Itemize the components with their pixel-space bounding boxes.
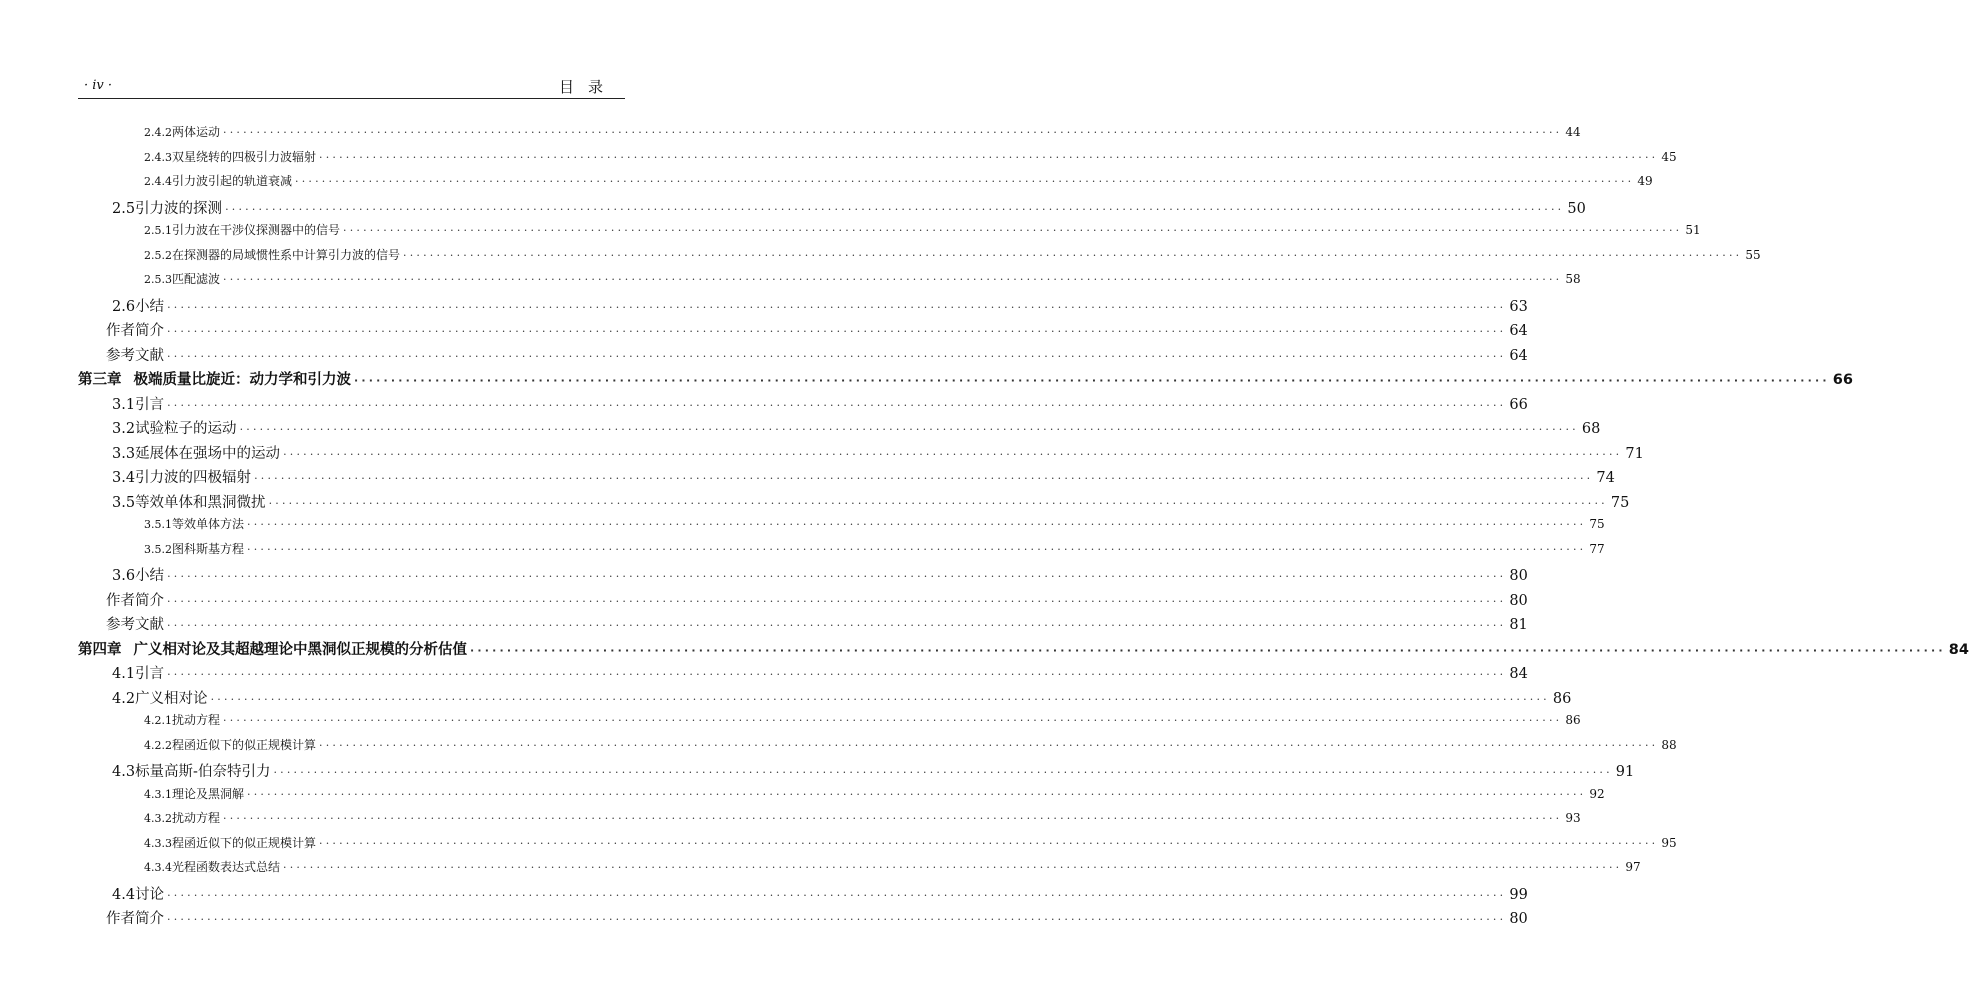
toc-dot-leader: ········································································································································································································ [167,325,1507,338]
toc-section-row [112,417,1601,438]
toc-section-row [112,883,1528,904]
toc-dot-leader: ········································································································································································································ [403,248,1743,262]
toc-entry-title: 小结 [135,568,165,584]
toc-section-row [112,442,1644,463]
toc-entry-page: 45 [1661,149,1677,164]
toc-entry-number: 3.5.1 [144,518,172,531]
toc-entry-number: 4.3.2 [144,812,172,825]
toc-dot-leader: ········································································································································································································ [167,619,1507,632]
toc-dot-leader: ········································································································································································································ [167,349,1507,363]
toc-entry-title: 在探测器的局域惯性系中计算引力波的信号 [172,247,401,262]
toc-entry-page: 44 [1565,125,1581,139]
toc-entry-title: 等效单体方法 [172,517,245,531]
toc-dot-leader: ········································································································································································································ [167,913,1507,926]
toc-entry-title: 讨论 [135,886,165,903]
toc-entry-title: 引力波的探测 [135,200,223,217]
toc-entry-title: 图科斯基方程 [172,541,245,556]
toc-entry-page: 58 [1565,272,1581,286]
toc-entry-number: 3.6 [112,568,136,584]
toc-entry-page: 95 [1661,835,1677,850]
toc-dot-leader: ········································································································································································································ [223,126,1563,139]
toc-entry-number: 4.2.1 [144,714,172,727]
toc-entry-number: 2.5.3 [144,273,172,286]
toc-dot-leader: ········································································································································································································ [247,542,1587,556]
toc-dot-leader: ········································································································································································································ [167,300,1507,314]
toc-entry-title: 引力波在干涉仪探测器中的信号 [172,223,341,237]
toc-section-row [112,491,1630,512]
toc-entry-title: 匹配滤波 [172,272,221,286]
toc-entry-title: 作者简介 [106,592,164,609]
toc-entry-number: 2.4.3 [144,150,172,164]
toc-entry-page: 86 [1552,690,1572,707]
toc-entry-number: 2.6 [112,298,136,315]
running-header [78,76,625,99]
toc-entry-number: 4.2 [112,690,136,707]
toc-dot-leader: ········································································································································································································ [167,668,1507,681]
toc-entry-page: 74 [1596,470,1615,486]
toc-entry-row [106,613,1528,634]
toc-entry-number: 4.3 [112,764,136,780]
toc-subsection-row [144,148,1677,165]
toc-dot-leader: ········································································································································································································ [167,570,1507,583]
running-title: 目录 [558,78,617,96]
toc-entry-title: 小结 [135,298,165,315]
toc-entry-page: 63 [1509,298,1528,315]
toc-dot-leader: ········································································································································································································ [167,888,1507,902]
toc-entry-number: 3.3 [112,445,136,462]
toc-section-row [112,466,1615,487]
toc-dot-leader: ········································································································································································································ [223,812,1563,825]
toc-entry-number: 3.5.2 [144,542,172,556]
toc-entry-page: 80 [1509,592,1528,609]
toc-entry-number: 3.1 [112,396,136,413]
toc-dot-leader: ········································································································································································································ [210,692,1550,706]
toc-entry-page: 99 [1509,886,1528,903]
toc-entry-title: 双星绕转的四极引力波辐射 [172,149,317,164]
toc-subsection-row [144,834,1677,851]
toc-entry-number: 4.3.4 [144,861,172,874]
toc-entry-number: 3.4 [112,470,136,486]
toc-entry-title: 扰动方程 [172,713,221,727]
toc-dot-leader: ········································································································································································································ [273,766,1613,779]
toc-entry-number: 4.1 [112,666,136,682]
toc-entry-title: 作者简介 [106,323,164,339]
toc-dot-leader: ········································································································································································································ [343,224,1683,237]
toc-entry-title: 参考文献 [106,617,164,633]
toc-entry-title: 程函近似下的似正规模计算 [172,835,317,850]
toc-dot-leader: ········································································································································································································ [283,861,1623,874]
toc-subsection-row [144,809,1581,826]
toc-entry-page: 92 [1589,786,1605,801]
toc-entry-page: 84 [1509,666,1528,682]
toc-entry-title: 延展体在强场中的运动 [135,445,281,462]
toc-subsection-row [144,785,1605,802]
toc-entry-row [106,907,1528,928]
toc-entry-number: 2.5.2 [144,248,172,262]
toc-entry-number: 4.2.2 [144,738,172,752]
toc-entry-title: 广义相对论及其超越理论中黑洞似正规模的分析估值 [133,641,467,658]
toc-entry-number: 4.3.3 [144,836,172,850]
toc-subsection-row [144,858,1641,875]
toc-entry-number: 第三章 [78,372,122,388]
toc-subsection-row [144,515,1605,532]
toc-entry-title: 引力波的四极辐射 [135,470,252,486]
toc-dot-leader: ········································································································································································································ [247,787,1587,801]
toc-dot-leader: ········································································································································································································ [254,472,1594,485]
toc-entry-title: 程函近似下的似正规模计算 [172,737,317,752]
toc-subsection-row [144,711,1581,728]
toc-entry-title: 引言 [135,396,165,413]
toc-dot-leader: ········································································································································································································ [470,643,1946,657]
toc-dot-leader: ········································································································································································································ [268,496,1608,510]
toc-entry-page: 81 [1509,617,1528,633]
toc-entry-page: 66 [1509,396,1528,413]
toc-dot-leader: ········································································································································································································ [239,423,1579,436]
toc-entry-row [106,344,1528,365]
toc-entry-title: 扰动方程 [172,811,221,825]
toc-section-row [112,687,1572,708]
toc-section-row [112,564,1528,585]
toc-entry-number: 4.4 [112,886,136,903]
toc-entry-number: 3.2 [112,421,136,437]
toc-dot-leader: ········································································································································································································ [247,518,1587,531]
toc-dot-leader: ········································································································································································································ [319,150,1659,164]
toc-entry-title: 极端质量比旋近：动力学和引力波 [133,372,351,388]
toc-dot-leader: ········································································································································································································ [319,836,1659,850]
toc-subsection-row [144,540,1605,557]
toc-entry-page: 93 [1565,811,1581,825]
toc-entry-page: 50 [1567,200,1586,217]
toc-entry-page: 71 [1625,445,1644,462]
toc-entry-page: 88 [1661,737,1677,752]
toc-dot-leader: ········································································································································································································ [354,374,1830,387]
toc-entry-page: 64 [1509,323,1528,339]
toc-dot-leader: ········································································································································································································ [223,714,1563,727]
toc-entry-number: 3.5 [112,494,136,511]
toc-entry-number: 2.4.2 [144,126,172,139]
toc-entry-title: 广义相对论 [135,690,208,707]
toc-entry-number: 第四章 [78,641,122,658]
toc-dot-leader: ········································································································································································································ [319,738,1659,752]
toc-entry-title: 试验粒子的运动 [135,421,237,437]
toc-entry-page: 75 [1589,517,1605,531]
toc-subsection-row [144,172,1653,189]
toc-entry-title: 引言 [135,666,165,682]
toc-section-row [112,197,1586,218]
toc-chapter-row [78,368,1853,389]
toc-dot-leader: ········································································································································································································ [167,594,1507,608]
toc-subsection-row [144,270,1581,287]
toc-entry-title: 等效单体和黑洞微扰 [135,494,266,511]
toc-entry-page: 77 [1589,541,1605,556]
toc-entry-number: 2.5 [112,200,136,217]
toc-entry-page: 55 [1745,247,1761,262]
toc-dot-leader: ········································································································································································································ [225,202,1565,216]
toc-entry-page: 64 [1509,347,1528,364]
toc-entry-page: 51 [1685,223,1701,237]
page-number-label: · iv · [84,78,113,93]
toc-entry-number: 2.4.4 [144,175,172,188]
toc-section-row [112,295,1528,316]
toc-entry-row [106,319,1528,340]
toc-section-row [112,760,1635,781]
toc-entry-page: 80 [1509,568,1528,584]
toc-subsection-row [144,246,1761,263]
toc-entry-row [106,589,1528,610]
toc-entry-title: 标量高斯-伯奈特引力 [135,764,271,780]
toc-entry-page: 66 [1832,372,1853,388]
toc-section-row [112,393,1528,414]
toc-subsection-row [144,221,1701,238]
toc-entry-number: 2.5.1 [144,224,172,237]
toc-entry-title: 引力波引起的轨道衰减 [172,174,293,188]
toc-entry-page: 80 [1509,911,1528,927]
toc-dot-leader: ········································································································································································································ [283,447,1623,461]
toc-entry-page: 84 [1948,641,1969,658]
toc-entry-title: 理论及黑洞解 [172,786,245,801]
toc-entry-page: 97 [1625,860,1641,874]
toc-dot-leader: ········································································································································································································ [167,398,1507,412]
toc-entry-title: 光程函数表达式总结 [172,860,281,874]
toc-dot-leader: ········································································································································································································ [295,175,1635,188]
toc-chapter-row [78,638,1969,659]
toc-entry-page: 86 [1565,713,1581,727]
toc-subsection-row [144,736,1677,753]
toc-entry-page: 68 [1581,421,1601,437]
toc-entry-page: 49 [1637,174,1653,188]
toc-subsection-row [144,123,1581,140]
toc-entry-page: 91 [1615,764,1635,780]
toc-entry-page: 75 [1610,494,1630,511]
toc-entry-number: 4.3.1 [144,787,172,801]
toc-entry-title: 两体运动 [172,125,221,139]
toc-dot-leader: ········································································································································································································ [223,273,1563,286]
toc-entry-title: 作者简介 [106,911,164,927]
toc-section-row [112,662,1528,683]
toc-entry-title: 参考文献 [106,347,164,364]
